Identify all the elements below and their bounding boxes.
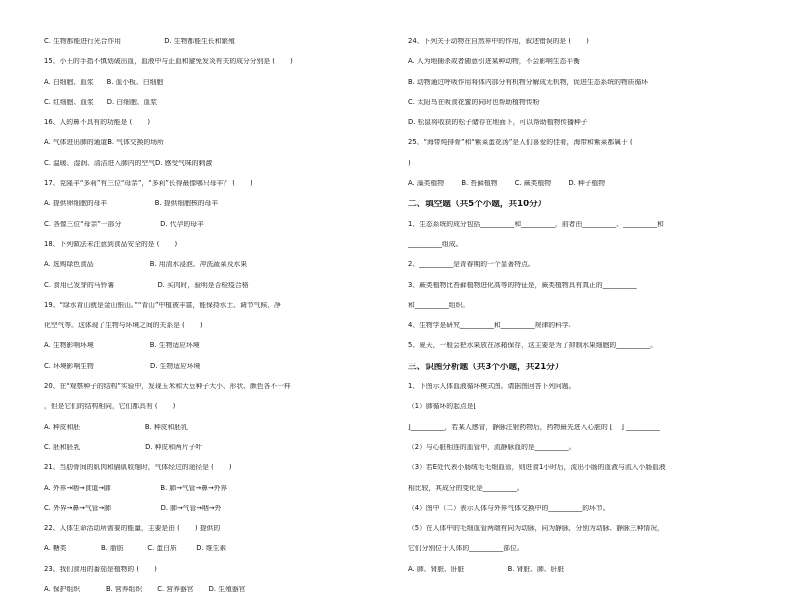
question-line: A. 生物影响环境 B. 生物适应环境 (44, 342, 200, 350)
question-line: 3、蕨类植物比苔藓植物进化高等的特征是，蕨类植物具有真正的__________ (408, 281, 637, 289)
question-line: 21、当肋骨间的肌肉和膈肌收缩时，气体经过的途径是 ( ) (44, 464, 232, 472)
question-line: 1、生态系统的成分包括__________和__________，前者由__________、__________和 (408, 220, 664, 228)
question-line: A. 糖类 B. 脂肪 C. 蛋白质 D. 维生素 (44, 545, 227, 553)
question-line: 化空气等。这体现了生物与环境之间的关系是 ( ) (44, 322, 203, 330)
question-line: （1）肺循环的起点是[ (408, 403, 477, 411)
left-column (44, 38, 416, 606)
question-line: 4、生物学是研究__________和__________规律的科学. (408, 322, 571, 330)
question-line: ]__________，若某人感冒，静脉注射药物后，药物最先进入心脏的 [ ] __________ (408, 423, 661, 431)
question-line: 16、人的鼻不具有的功能是 ( ) (44, 119, 151, 127)
question-line: A. 藻类植物 B. 苔藓植物 C. 蕨类植物 D. 种子植物 (408, 180, 606, 188)
question-line: 1、下图示人体血液循环模式图。请据图回答下列问题。 (408, 383, 576, 391)
question-line: 15、小王的手指不慎划破出血，血液中与止血和避免发炎有关的成分分别是 ( ) (44, 58, 293, 66)
question-line: 24、下列关于动物在自然界中的作用，叙述错误的是 ( ) (408, 38, 589, 45)
question-line: A. 人为地捕杀或者随意引进某种动物，不会影响生态平衡 (408, 58, 580, 66)
question-line: __________组成。 (408, 240, 463, 248)
question-line: 18、下列做法未注意到食品安全的是 ( ) (44, 240, 178, 248)
question-line: （3）若E处代表小肠绒毛毛细血管，则进食1小时后，流出小肠的血液与流入小肠血液 (408, 464, 666, 472)
section-heading: 二、填空题（共5个小题，共10分） (408, 200, 547, 210)
question-line: C. 生物都能进行光合作用 D. 生物都能生长和繁殖 (44, 38, 235, 45)
question-line: A. 提供卵细胞的母羊 B. 提供细胞核的母羊 (44, 200, 219, 208)
question-line: （4）图中（二）表示人体与外界气体交换中的__________的环节。 (408, 504, 610, 512)
question-line: C. 食用已发芽的马铃薯 D. 买肉时，验明是否检疫合格 (44, 281, 249, 289)
question-line: 相比较，其成分的变化是__________。 (408, 484, 524, 492)
section-heading: 三、识图分析题（共3个小题，共21分） (408, 362, 564, 372)
question-line: 2、__________是青春期的一个显著特点。 (408, 261, 535, 269)
question-line: C. 环境影响生物 D. 生物适应环境 (44, 362, 201, 370)
question-line: 和__________组织。 (408, 301, 470, 309)
question-line: ，但是它们的结构相同，它们都具有 ( ) (44, 403, 176, 411)
question-line: A. 肺、肾脏、肝脏 B. 肾脏、肺、肝脏 (408, 565, 565, 573)
question-line: 25、“海带炖排骨”和“紫菜蛋花汤”是人们喜爱的佳肴，海带和紫菜都属于 ( (408, 139, 633, 147)
question-line: B. 动物通过呼吸作用将体内部分有机物分解成无机物，促进生态系统的物质循环 (408, 78, 649, 86)
question-line: C. 红细胞、血浆 D. 白细胞、血浆 (44, 98, 158, 106)
question-line: C. 太阳鸟在吸食花蜜的同时也帮助植物传粉 (408, 98, 540, 106)
question-line: 17、克隆羊“多莉”有三位“母亲”，“多莉”长得最像哪只母羊？ ( ) (44, 180, 253, 188)
question-line: A. 气体进出肺的通道B. 气体交换的场所 (44, 139, 164, 147)
question-line: 22、人体生命活动所需要的能量，主要是由 ( ) 提供的 (44, 525, 221, 533)
question-line: C. 胚和胚乳 D. 种皮和两片子叶 (44, 443, 203, 451)
question-line: A. 选购绿色食品 B. 用清水浸泡、冲洗蔬菜及水果 (44, 261, 248, 269)
question-line: 它们分别位于人体的__________部位。 (408, 545, 524, 553)
question-line: ) (408, 159, 411, 167)
question-line: C. 温暖、湿润、清洁进入肺内的空气D. 感受气味的刺激 (44, 159, 213, 167)
question-line: （5）在人体中的毛细血管两端有同为动脉，同为静脉，分别为动脉、静脉三种情况， (408, 525, 664, 533)
question-line: A. 白细胞、血浆 B. 血小板、白细胞 (44, 78, 164, 86)
question-line: （2）与心脏相连的血管中，流静脉血的是__________。 (408, 443, 576, 451)
question-line: 23、我们食用的番茄是植物的 ( ) (44, 565, 157, 573)
question-line: A. 种皮和胚 B. 种皮和胚乳 (44, 423, 188, 431)
question-line: C. 外界→鼻→气管→肺 D. 肺→气管→咽→外 (44, 504, 222, 512)
question-line: D. 松鼠将收获的松子储存在地面下，可以帮助植物传播种子 (408, 119, 588, 127)
right-column (408, 38, 758, 586)
question-line: 20、在“观察种子的结构”实验中，发现玉米和大豆种子大小、形状、颜色各不一样 (44, 383, 291, 391)
question-line: A. 保护组织 B. 营养组织 C. 营养器官 D. 生殖器官 (44, 586, 246, 594)
question-line: C. 各像三位“母亲”一部分 D. 代孕的母羊 (44, 220, 204, 228)
question-line: 5、夏天，一般会把水果放在冰箱保存，这主要是为了抑制水果细胞的__________。 (408, 342, 658, 350)
question-line: 19、“绿水青山就是金山银山。”“青山”中植被丰富，能保持水土、调节气候、净 (44, 301, 281, 309)
question-line: A. 外界→咽→食道→肺 B. 肺→气管→鼻→外界 (44, 484, 228, 492)
